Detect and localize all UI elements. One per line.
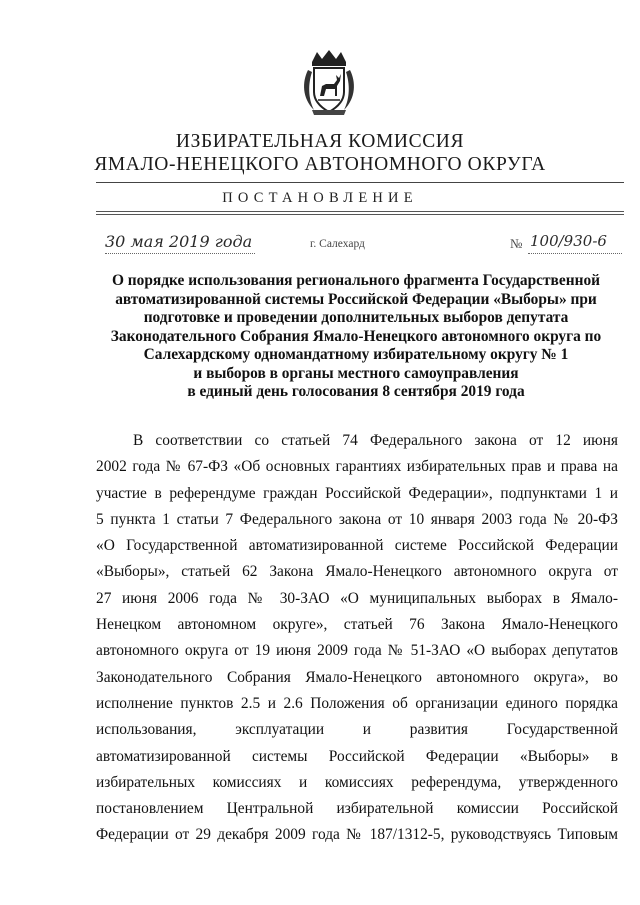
body-paragraph xyxy=(96,428,618,849)
title-line: О порядке использования регионального фрагмента Государственной xyxy=(111,272,601,289)
body-line: исполнение пунктов 2.5 и 2.6 Положения об организации единого порядка xyxy=(96,694,618,712)
title-line: Законодательного Собрания Ямало-Ненецкого автономного округа по xyxy=(110,327,602,345)
body-line: «О Государственной автоматизированной системе Российской Федерации xyxy=(96,537,618,555)
body-line: 2002 года № 67-ФЗ «Об основных гарантиях избирательных прав и права на xyxy=(96,458,618,476)
title-line: Салехардскому одномандатному избирательному округу № 1 xyxy=(143,346,569,363)
number-sign: № xyxy=(510,236,523,251)
handwritten-number: 100/930-6 xyxy=(530,232,607,250)
body-line: избирательных комиссиях и комиссиях референдума, утвержденного xyxy=(96,773,618,791)
handwritten-date: 30 мая 2019 года xyxy=(105,232,253,251)
organization-name-line1: ИЗБИРАТЕЛЬНАЯ КОМИССИЯ xyxy=(175,131,465,152)
body-line: В соответствии со статьей 74 Федерального закона от 12 июня xyxy=(133,432,618,449)
body-line: Федерации от 29 декабря 2009 года № 187/1312-5, руководствуясь Типовым xyxy=(96,826,618,844)
document-title xyxy=(96,272,616,402)
header-divider-top xyxy=(96,182,624,183)
body-line: «Выборы», статьей 62 Закона Ямало-Ненецкого автономного округа от xyxy=(96,563,618,581)
body-line: автоматизированной системы Российской Федерации «Выборы» в xyxy=(96,747,618,765)
document-type: ПОСТАНОВЛЕНИЕ xyxy=(222,190,418,206)
title-line: подготовке и проведении дополнительных выборов депутата xyxy=(143,309,569,326)
date-underline xyxy=(105,253,255,254)
document-number-field xyxy=(510,232,622,256)
coat-of-arms-emblem xyxy=(300,48,358,118)
header-divider-bottom xyxy=(96,211,624,215)
organization-name-line2: ЯМАЛО-НЕНЕЦКОГО АВТОНОМНОГО ОКРУГА xyxy=(94,154,546,175)
body-line: Законодательного Собрания Ямало-Ненецкого автономного округа», во xyxy=(96,668,618,686)
city-label: г. Салехард xyxy=(310,238,365,250)
body-line: участие в референдуме граждан Российской Федерации», подпунктами 1 и xyxy=(96,484,618,502)
body-line: 5 пункта 1 статьи 7 Федерального закона от 10 января 2003 года № 20-ФЗ xyxy=(96,510,618,528)
date-field xyxy=(105,232,255,256)
title-line: и выборов в органы местного самоуправления xyxy=(193,364,519,382)
body-line: использования, эксплуатации и развития Государственной xyxy=(96,721,618,739)
body-line: 27 июня 2006 года № 30-ЗАО «О муниципальных выборах в Ямало- xyxy=(96,589,618,607)
title-line: в единый день голосования 8 сентября 2019 года xyxy=(187,383,525,400)
body-line: автономного округа от 19 июня 2009 года № 51-ЗАО «О выборах депутатов xyxy=(96,642,618,660)
number-underline xyxy=(528,253,622,254)
title-line: автоматизированной системы Российской Федерации «Выборы» при xyxy=(115,290,597,308)
body-line: Ненецком автономном округе», статьей 76 Закона Ямало-Ненецкого xyxy=(96,616,618,634)
body-line: постановлением Центральной избирательной комиссии Российской xyxy=(96,800,618,818)
